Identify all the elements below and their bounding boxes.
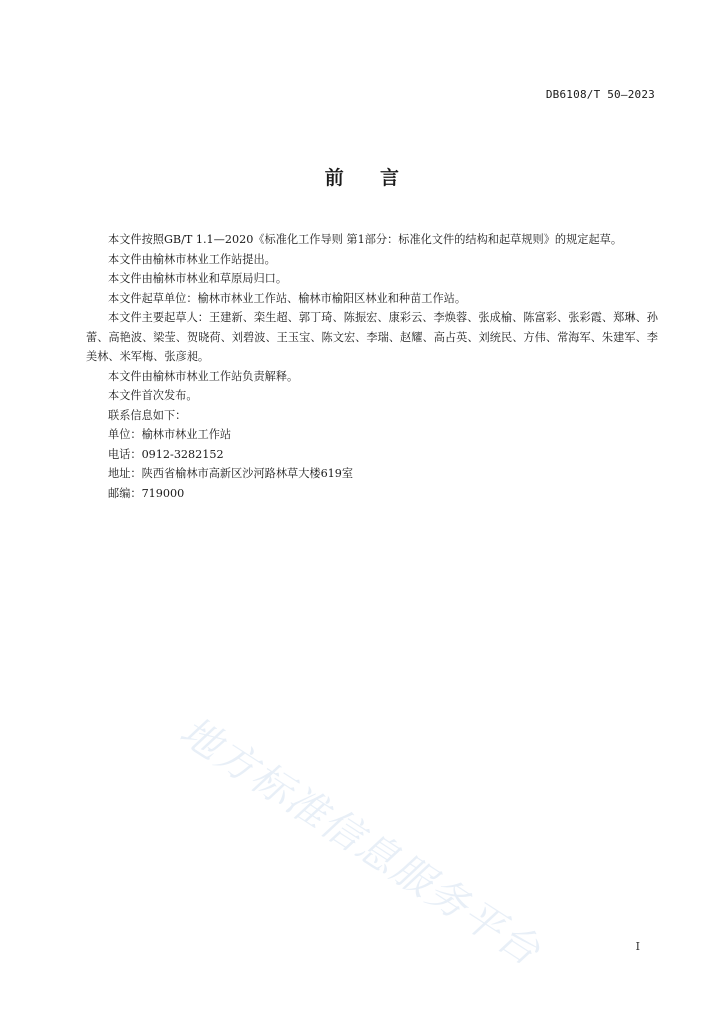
paragraph-first-release: 本文件首次发布。 [108,389,198,402]
document-code: DB6108/T 50—2023 [545,88,655,101]
paragraph-centralized-by: 本文件由榆林市林业和草原局归口。 [108,272,288,285]
paragraph-proposer: 本文件由榆林市林业工作站提出。 [108,252,276,266]
page-title [0,163,724,190]
watermark: 地方标准信息服务平台 [171,708,549,976]
paragraph-standard-basis: 本文件按照GB/T 1.1—2020《标准化工作导则 第1部分：标准化文件的结构和起草规则》的规定起草。 [108,233,623,246]
paragraph-interpretation: 本文件由榆林市林业工作站负责解释。 [108,369,299,383]
paragraph-drafters: 本文件主要起草人：王建新、栾生超、郭丁琦、陈振宏、康彩云、李焕蓉、张成榆、陈富彩、张彩霞、郑琳、孙蕾、高艳波、梁莹、贺晓荷、刘碧波、王玉宝、陈文宏、李瑞、赵耀、高占英、刘统民、方伟、常海军、朱建军、李美林、米军梅、张彦昶。 [86,311,658,363]
contact-unit: 单位：榆林市林业工作站 [108,428,232,441]
contact-phone: 电话：0912-3282152 [108,447,224,461]
paragraph-contact-intro: 联系信息如下： [108,408,187,422]
contact-postcode: 邮编：719000 [108,486,185,500]
paragraph-drafting-units: 本文件起草单位：榆林市林业工作站、榆林市榆阳区林业和种苗工作站。 [108,291,467,305]
contact-address: 地址：陕西省榆林市高新区沙河路林草大楼619室 [108,467,354,480]
page-number: I [635,940,640,953]
title-char-2: 言 [380,167,400,189]
title-char-1: 前 [324,167,344,189]
foreword-body [86,230,658,503]
